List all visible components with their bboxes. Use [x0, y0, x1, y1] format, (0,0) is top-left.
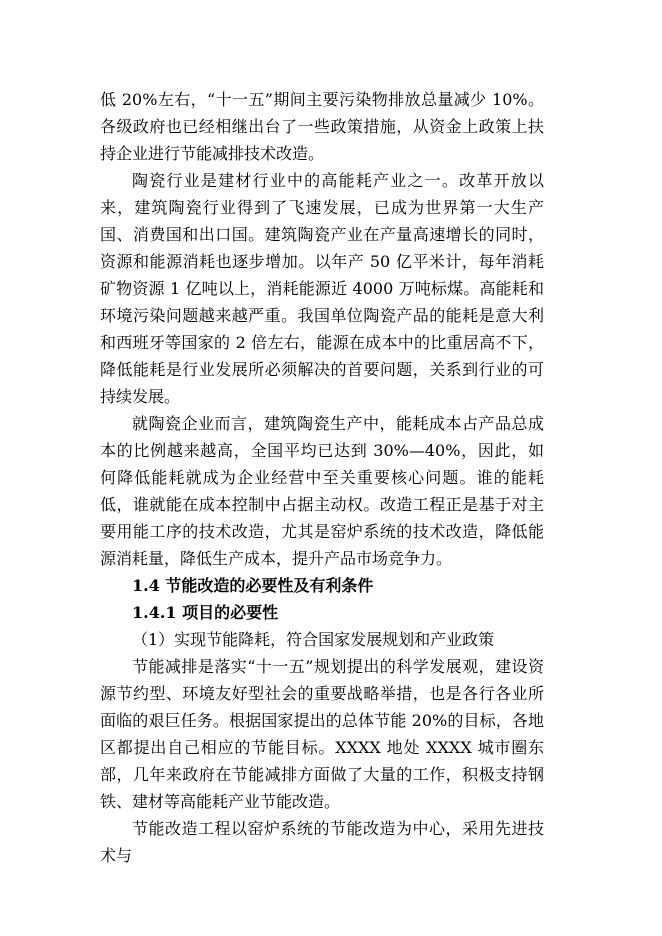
paragraph-kiln-retrofit: 节能改造工程以窑炉系统的节能改造为中心，采用先进技术与: [100, 819, 544, 865]
paragraph-emission-policy: 低 20%左右，“十一五”期间主要污染物排放总量减少 10%。各级政府也已经相继出台了一些政策措施，从资金上政策上扶持企业进行节能减排技术改造。: [100, 90, 544, 163]
list-item-1: （1）实现节能降耗，符合国家发展规划和产业政策: [132, 630, 495, 649]
document-page: [100, 86, 544, 869]
paragraph-energy-cost: 就陶瓷企业而言，建筑陶瓷生产中，能耗成本占产品总成本的比例越来越高，全国平均已达到 30%—40%，因此，如何降低能耗就成为企业经营中至关重要核心问题。谁的能耗低，谁就能在成本控制中占据主动权。改造工程正是基于对主要用能工序的技术改造，尤其是窑炉系统的技术改造，降低能源消耗量，降低生产成本，提升产品市场竞争力。: [100, 414, 544, 568]
paragraph-ceramic-industry: 陶瓷行业是建材行业中的高能耗产业之一。改革开放以来，建筑陶瓷行业得到了飞速发展，已成为世界第一大生产国、消费国和出口国。建筑陶瓷产业在产量高速增长的同时，资源和能源消耗也逐步增加。以年产 50 亿平米计，每年消耗矿物资源 1 亿吨以上，消耗能源近 4000 万吨标煤。高能耗和环境污染问题越来越严重。我国单位陶瓷产品的能耗是意大利和西班牙等国家的 2 倍左右，能源在成本中的比重居高不下，降低能耗是行业发展所必须解决的首要问题，关系到行业的可持续发展。: [100, 171, 544, 406]
paragraph-energy-saving-policy: 节能减排是落实“十一五”规划提出的科学发展观，建设资源节约型、环境友好型社会的重要战略举措，也是各行各业所面临的艰巨任务。根据国家提出的总体节能 20%的目标，各地区都提出自己相应的节能目标。XXXX 地处 XXXX 城市圈东部，几年来政府在节能减排方面做了大量的工作，积极支持钢铁、建材等高能耗产业节能改造。: [100, 657, 544, 811]
section-heading-1-4-1: 1.4.1 项目的必要性: [132, 603, 279, 622]
section-heading-1-4: 1.4 节能改造的必要性及有利条件: [132, 576, 374, 595]
